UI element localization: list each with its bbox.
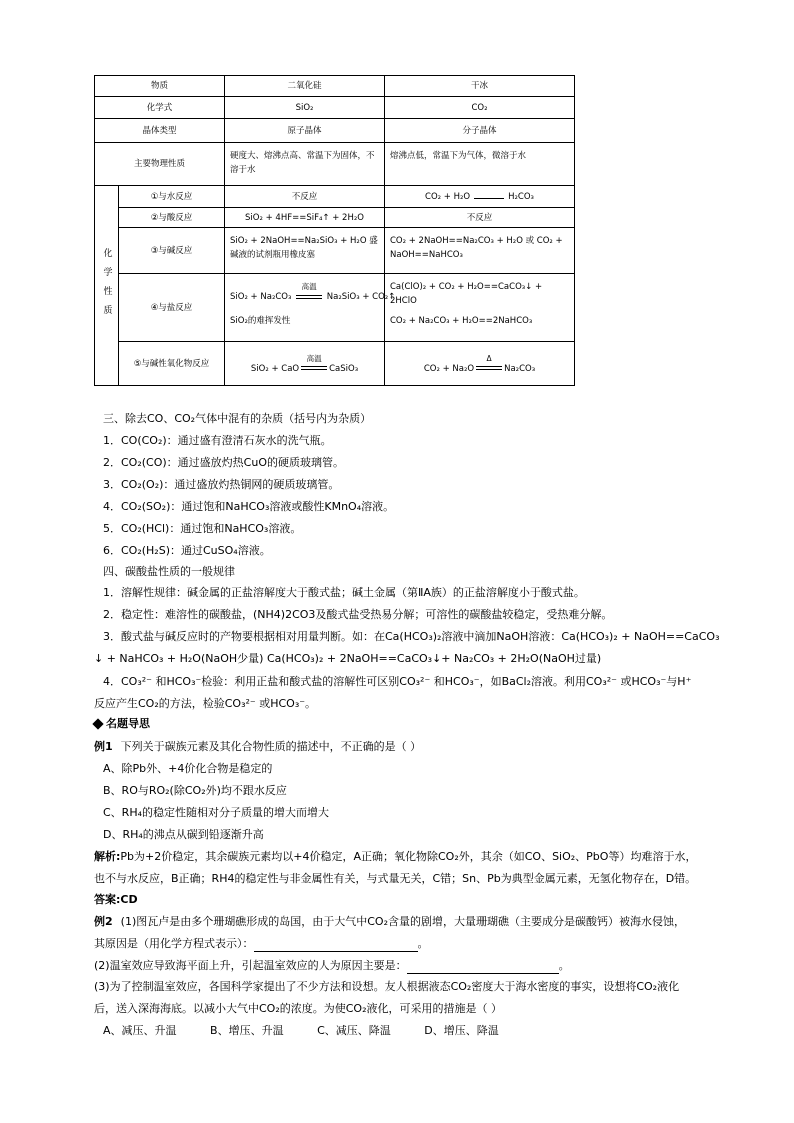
section4-title: 四、碳酸盐性质的一般规律	[103, 565, 235, 578]
example1-option: D、RH₄的沸点从碳到铅逐渐升高	[103, 828, 264, 841]
answer-blank[interactable]	[254, 940, 418, 952]
example1-option: C、RH₄的稳定性随相对分子质量的增大而增大	[103, 806, 330, 819]
section3-item: 2．CO₂(CO)：通过盛放灼热CuO的硬质玻璃管。	[103, 456, 344, 469]
option-b: B、增压、升温	[210, 1024, 284, 1037]
section4-p4-cont: 反应产生CO₂的方法，检验CO₃²⁻ 或HCO₃⁻。	[94, 697, 317, 710]
answer-blank[interactable]	[407, 962, 559, 974]
row-water-label: ①与水反应	[119, 186, 225, 208]
option-a: A、减压、升温	[103, 1024, 177, 1037]
section4-p3-cont: ↓ + NaHCO₃ + H₂O(NaOH少量) Ca(HCO₃)₂ + 2NaOH==CaCO₃↓+ Na₂CO₃ + 2H₂O(NaOH过量)	[94, 652, 602, 665]
row-salt-sio2: SiO₂ + Na₂CO₃ 高温 Na₂SiO₃ + CO₂↑ SiO₂的难挥发性	[225, 274, 385, 342]
row-physical-label: 主要物理性质	[95, 143, 225, 186]
section4-p3: 3．酸式盐与碱反应时的产物要根据相对用量判断。如：在Ca(HCO₃)₂溶液中滴加NaOH溶液：Ca(HCO₃)₂ + NaOH==CaCO₃	[103, 630, 720, 643]
row-oxide-label: ⑤与碱性氧化物反应	[119, 342, 225, 385]
example1-option: B、RO与RO₂(除CO₂外)均不跟水反应	[103, 784, 287, 797]
row-base-co2: CO₂ + 2NaOH==Na₂CO₃ + H₂O 或 CO₂ + NaOH==NaHCO₃	[385, 228, 574, 274]
table-header-substance: 物质	[95, 76, 225, 97]
row-acid-label: ②与酸反应	[119, 208, 225, 228]
section3-item: 1．CO(CO₂)：通过盛有澄清石灰水的洗气瓶。	[103, 434, 332, 447]
option-c: C、减压、降温	[317, 1024, 391, 1037]
row-formula-label: 化学式	[95, 97, 225, 119]
row-formula-sio2: SiO₂	[225, 97, 385, 119]
row-water-co2: CO₂ + H₂O H₂CO₃	[385, 186, 574, 208]
example2-q3-cont: 后，送入深海海底。以减小大气中CO₂的浓度。为使CO₂液化，可采用的措施是（ ）	[94, 1002, 502, 1015]
equals-arrow-icon	[301, 366, 327, 370]
option-d: D、增压、降温	[424, 1024, 499, 1037]
table-header-sio2: 二氧化硅	[225, 76, 385, 97]
row-salt-label: ④与盐反应	[119, 274, 225, 342]
row-salt-co2: Ca(ClO)₂ + CO₂ + H₂O==CaCO₃↓ + 2HClO CO₂ + Na₂CO₃ + H₂O==2NaHCO₃	[385, 274, 574, 342]
row-physical-co2: 熔沸点低，常温下为气体，微溶于水	[385, 143, 574, 186]
row-crystal-sio2: 原子晶体	[225, 119, 385, 143]
section3-title: 三、除去CO、CO₂气体中混有的杂质（括号内为杂质）	[103, 412, 372, 425]
row-water-sio2: 不反应	[225, 186, 385, 208]
row-formula-co2: CO₂	[385, 97, 574, 119]
section4-p1: 1．溶解性规律：碱金属的正盐溶解度大于酸式盐；碱土金属（第ⅡA族）的正盐溶解度小于酸式盐。	[103, 586, 585, 599]
section3-item: 5．CO₂(HCl)：通过饱和NaHCO₃溶液。	[103, 522, 302, 535]
row-crystal-co2: 分子晶体	[385, 119, 574, 143]
example2-q1: 例2 (1)图瓦卢是由多个珊瑚礁形成的岛国，由于大气中CO₂含量的剧增，大量珊瑚礁（主要成分是碳酸钙）被海水侵蚀，	[94, 915, 685, 928]
analysis-cont: 也不与水反应，B正确；RH4的稳定性与非金属性有关，与式量无关，C错；Sn、Pb为典型金属元素，无氢化物存在，D错。	[94, 872, 697, 885]
row-base-sio2: SiO₂ + 2NaOH==Na₂SiO₃ + H₂O 盛碱液的试剂瓶用橡皮塞	[225, 228, 385, 274]
diamond-bullet-icon	[92, 718, 103, 729]
row-acid-sio2: SiO₂ + 4HF==SiF₄↑ + 2H₂O	[225, 208, 385, 228]
chemical-properties-label: 化学性质	[95, 186, 119, 385]
reversible-arrow-icon	[474, 195, 504, 199]
equals-arrow-icon	[296, 295, 322, 299]
row-oxide-co2: CO₂ + Na₂O Δ Na₂CO₃	[423, 353, 536, 374]
example2-q3: (3)为了控制温室效应，各国科学家提出了不少方法和设想。友人根据液态CO₂密度大于海水密度的事实，设想将CO₂液化	[94, 980, 680, 993]
properties-table	[94, 75, 575, 386]
example2-q1-cont: 其原因是（用化学方程式表示）： 。	[94, 937, 429, 950]
example1-option: A、除Pb外、+4价化合物是稳定的	[103, 762, 273, 775]
row-physical-sio2: 硬度大、熔沸点高、常温下为固体，不溶于水	[225, 143, 385, 186]
section3-item: 6．CO₂(H₂S)：通过CuSO₄溶液。	[103, 544, 271, 557]
row-acid-co2: 不反应	[385, 208, 574, 228]
answer: 答案:CD	[94, 893, 138, 906]
section4-p2: 2．稳定性：难溶性的碳酸盐，(NH4)2CO3及酸式盐受热易分解；可溶性的碳酸盐较稳定，受热难分解。	[103, 608, 613, 621]
example2-q2: (2)温室效应导致海平面上升，引起温室效应的人为原因主要是： 。	[94, 959, 570, 972]
equals-arrow-icon	[476, 366, 502, 370]
example1-question: 例1 下列关于碳族元素及其化合物性质的描述中，不正确的是（ ）	[94, 740, 422, 753]
example2-options	[103, 1023, 733, 1039]
analysis: 解析:Pb为+2价稳定，其余碳族元素均以+4价稳定，A正确；氧化物除CO₂外，其余（如CO、SiO₂、PbO等）均难溶于水，	[94, 850, 697, 863]
row-crystal-label: 晶体类型	[95, 119, 225, 143]
section3-item: 4．CO₂(SO₂)：通过饱和NaHCO₃溶液或酸性KMnO₄溶液。	[103, 500, 395, 513]
row-oxide-sio2: SiO₂ + CaO 高温 CaSiO₃	[225, 342, 385, 385]
section3-item: 3．CO₂(O₂)：通过盛放灼热铜网的硬质玻璃管。	[103, 478, 340, 491]
row-base-label: ③与碱反应	[119, 228, 225, 274]
section4-p4: 4．CO₃²⁻ 和HCO₃⁻检验：利用正盐和酸式盐的溶解性可区别CO₃²⁻ 和HCO₃⁻，如BaCl₂溶液。利用CO₃²⁻ 或HCO₃⁻与H⁺	[103, 675, 692, 688]
table-header-co2: 干冰	[385, 76, 574, 97]
guide-title: 名题导思	[94, 716, 724, 732]
